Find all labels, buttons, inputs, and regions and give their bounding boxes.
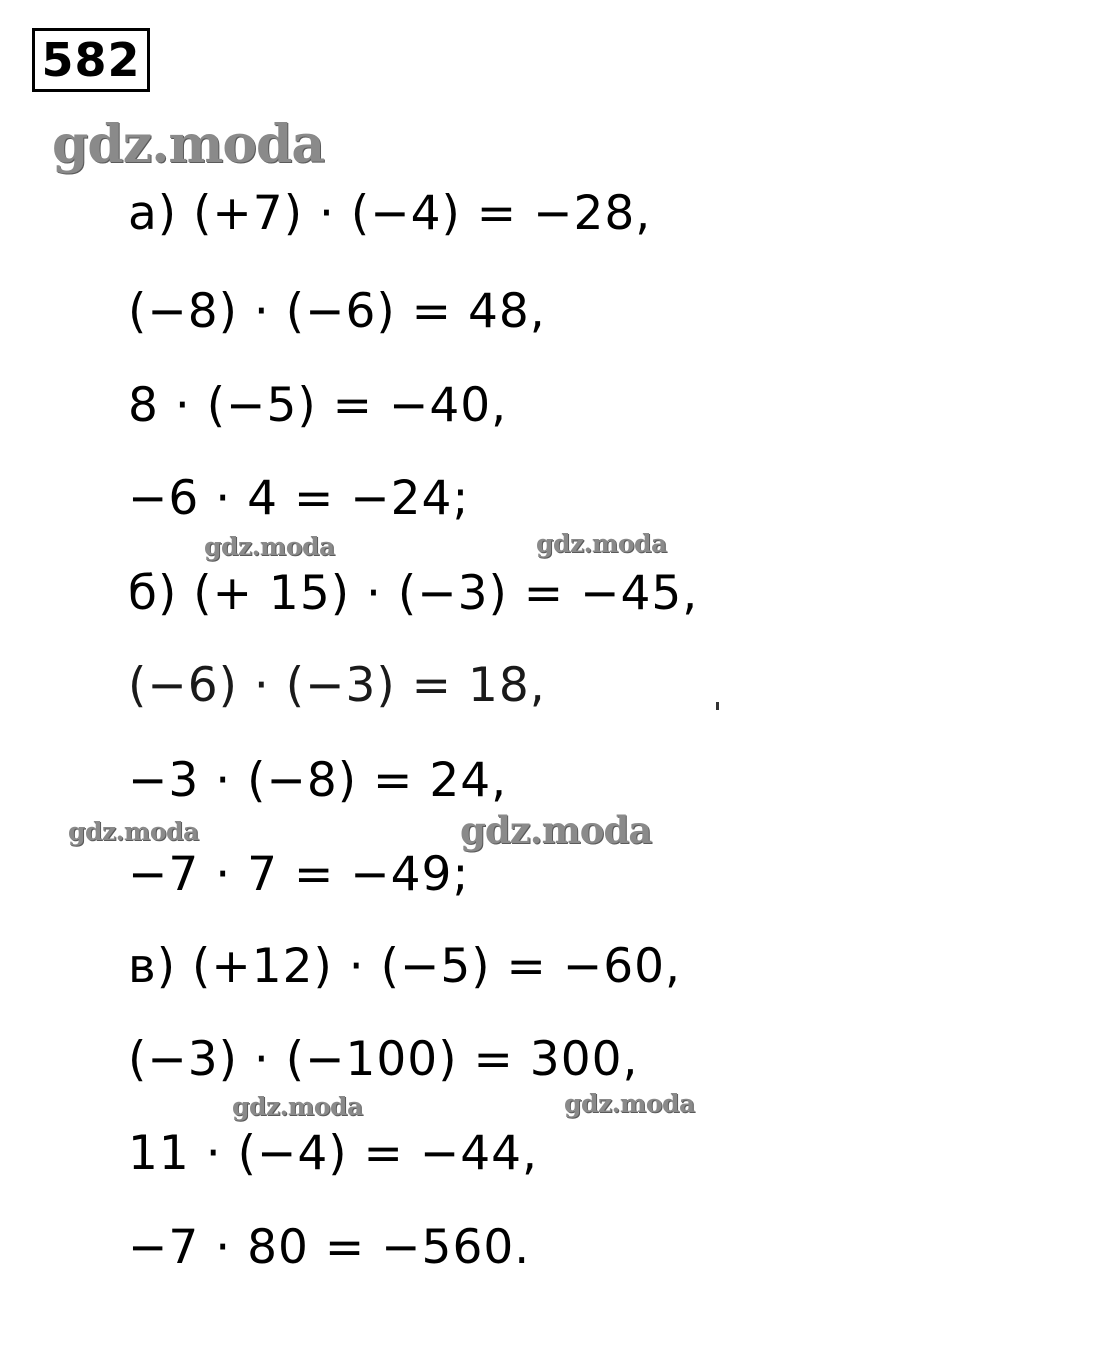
solution-line-b3: −3 · (−8) = 24, <box>128 753 508 808</box>
watermark-logo: gdz.moda <box>460 808 652 852</box>
solution-line-v4: −7 · 80 = −560. <box>128 1220 531 1275</box>
solution-line-a2: (−8) · (−6) = 48, <box>128 284 546 339</box>
solution-line-a3: 8 · (−5) = −40, <box>128 378 508 433</box>
solution-line-b1: б) (+ 15) · (−3) = −45, <box>128 566 699 621</box>
solution-line-b4: −7 · 7 = −49; <box>128 847 470 902</box>
solution-line-b2: (−6) · (−3) = 18, <box>128 658 546 713</box>
problem-number: 582 <box>32 28 150 92</box>
watermark-logo: gdz.moda <box>68 817 199 846</box>
solution-line-v2: (−3) · (−100) = 300, <box>128 1032 639 1087</box>
watermark-logo: gdz.moda <box>536 529 667 558</box>
solution-line-a4: −6 · 4 = −24; <box>128 471 470 526</box>
watermark-logo: gdz.moda <box>204 532 335 561</box>
watermark-logo: gdz.moda <box>232 1092 363 1121</box>
watermark-logo: gdz.moda <box>52 114 325 175</box>
solution-line-v3: 11 · (−4) = −44, <box>128 1126 538 1181</box>
solution-line-v1: в) (+12) · (−5) = −60, <box>128 939 681 994</box>
scan-artifact <box>716 702 719 710</box>
watermark-logo: gdz.moda <box>564 1089 695 1118</box>
solution-line-a1: а) (+7) · (−4) = −28, <box>128 186 652 241</box>
